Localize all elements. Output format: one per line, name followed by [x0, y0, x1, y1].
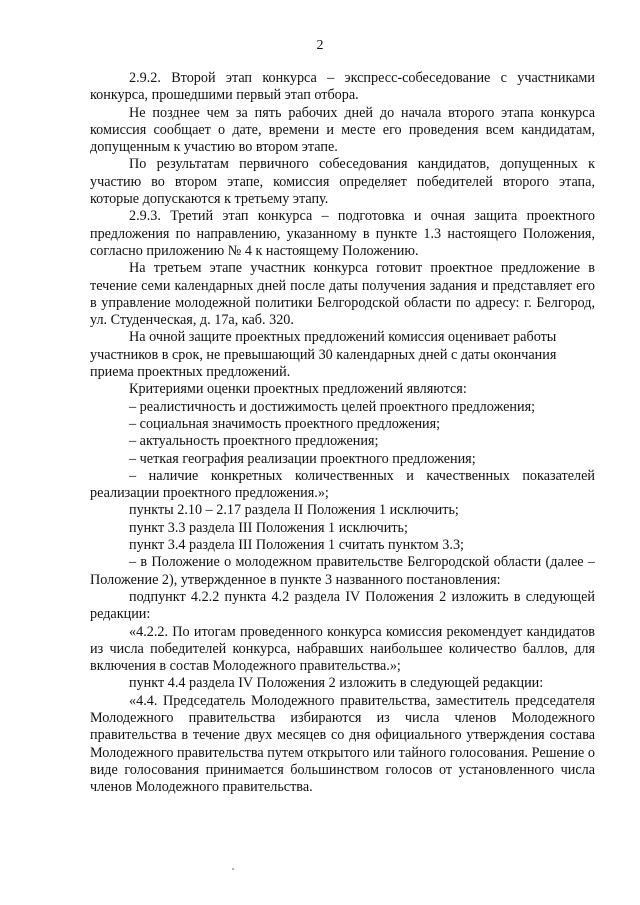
paragraph-4-2-2-intro: подпункт 4.2.2 пункта 4.2 раздела IV Положения 2 изложить в следующей редакции:: [90, 588, 595, 623]
paragraph-notification: Не позднее чем за пять рабочих дней до начала второго этапа конкурса комиссия сообщает о дате, времени и месте его проведения всем кандидатам, допущенным к участию во втором этапе.: [90, 104, 595, 156]
criteria-item: – реалистичность и достижимость целей проектного предложения;: [129, 398, 536, 415]
paragraph-4-2-2: «4.2.2. По итогам проведенного конкурса комиссия рекомендует кандидатов из числа победителей конкурса, набравших наибольшее количество баллов, для включения в состав Молодежного правительства.»;: [90, 623, 595, 675]
paragraph-2-9-3: 2.9.3. Третий этап конкурса – подготовка и очная защита проектного предложения по направлению, указанному в пункте 1.3 настоящего Положения, согласно приложению № 4 к настоящему Положению.: [90, 208, 595, 259]
criteria-item: – социальная значимость проектного предложения;: [129, 415, 441, 432]
scan-speck: [232, 868, 234, 870]
paragraph-exclude-3-3: пункт 3.3 раздела III Положения 1 исключить;: [129, 519, 408, 536]
paragraph-regulation-2: – в Положение о молодежном правительстве Белгородской области (далее – Положение 2), утвержденное в пункте 3 названного постановления:: [90, 554, 595, 588]
paragraph-4-4-intro: пункт 4.4 раздела IV Положения 2 изложить в следующей редакции:: [129, 675, 544, 692]
paragraph-criteria-heading: Критериями оценки проектных предложений являются:: [129, 381, 467, 398]
paragraph-exclude-2-10: пункты 2.10 – 2.17 раздела II Положения 1 исключить;: [129, 502, 459, 519]
criteria-item: – наличие конкретных количественных и качественных показателей реализации проектного предложения.»;: [90, 467, 595, 502]
paragraph-4-4: «4.4. Председатель Молодежного правительства, заместитель председателя Молодежного правительства избираются из числа членов Молодежного правительства в течение двух месяцев со дня официального утверждения состава Молодежного правительства путем открытого или тайного голосования. Решение о виде голосования принимается большинством голосов от установленного числа членов Молодежного правительства.: [90, 692, 595, 796]
criteria-item: – четкая география реализации проектного предложения;: [129, 450, 476, 467]
paragraph-third-stage: На третьем этапе участник конкурса готовит проектное предложение в течение семи календарных дней после даты получения задания и представляет его в управление молодежной политики Белгородской области по адресу: г. Белгород, ул. Студенческая, д. 17а, каб. 320.: [90, 260, 595, 329]
criteria-item: – актуальность проектного предложения;: [129, 433, 379, 450]
paragraph-defense: На очной защите проектных предложений комиссия оценивает работы участников в срок, не превышающий 30 календарных дней с даты окончания приема проектных предложений.: [90, 329, 557, 381]
page-number: 2: [316, 38, 324, 53]
paragraph-2-9-2: 2.9.2. Второй этап конкурса – экспресс-собеседование с участниками конкурса, прошедшими первый этап отбора.: [90, 70, 595, 104]
paragraph-renumber-3-4: пункт 3.4 раздела III Положения 1 считать пунктом 3.3;: [129, 537, 464, 554]
body-text: [90, 70, 595, 796]
paragraph-interview-results: По результатам первичного собеседования кандидатов, допущенных к участию во втором этапе, комиссия определяет победителей второго этапа, которые допускаются к третьему этапу.: [90, 156, 595, 208]
